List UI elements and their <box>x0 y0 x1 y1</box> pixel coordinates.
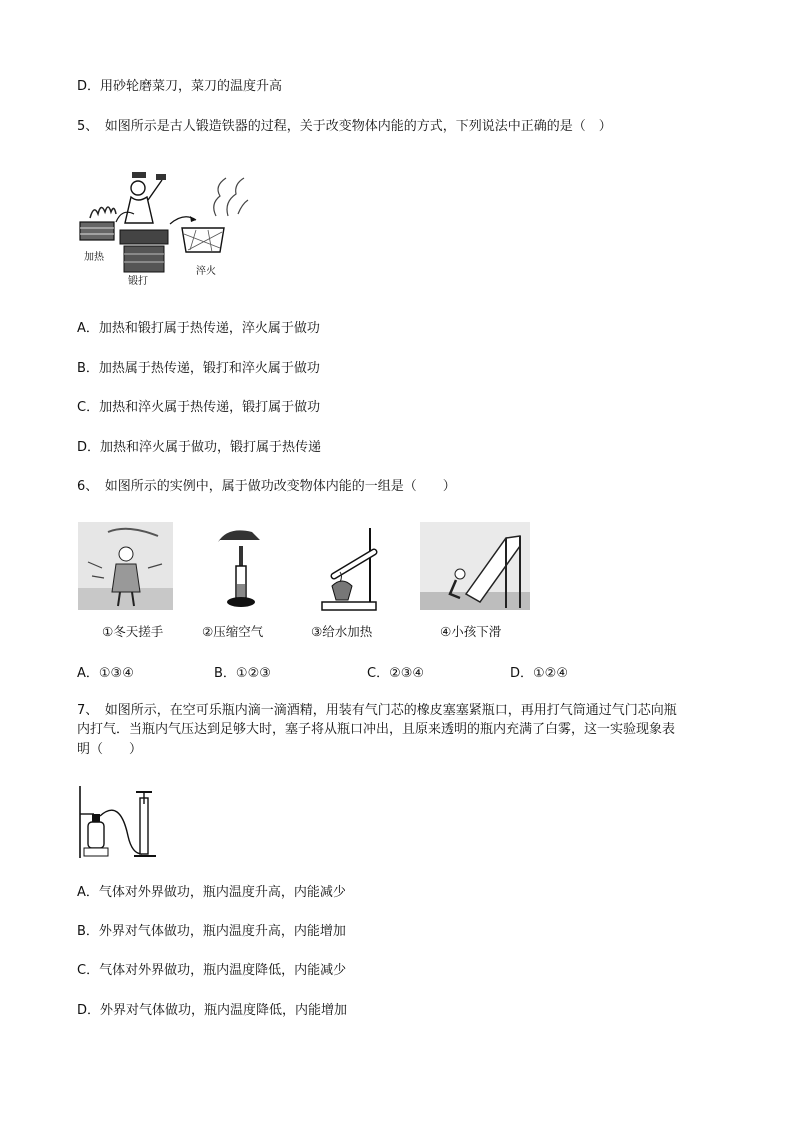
q6-image-child-sliding <box>420 522 530 610</box>
label-quench: 淬火 <box>196 266 216 277</box>
q5-option-a: A．加热和锻打属于热传递，淬火属于做功 <box>77 321 320 336</box>
q6-caption-1: ①冬天搓手 <box>102 624 164 639</box>
label-forge: 锻打 <box>128 276 148 285</box>
label-heat: 加热 <box>84 252 104 263</box>
q7-bottle-pump-figure <box>76 784 162 862</box>
q6-caption-4: ④小孩下滑 <box>440 624 502 639</box>
question-7-stem-line-1: 7、 如图所示，在空可乐瓶内滴一滴酒精，用装有气门芯的橡皮塞塞紧瓶口，再用打气筒通过气门芯向瓶 <box>77 703 677 718</box>
question-7-stem-line-3: 明（ ） <box>77 742 143 757</box>
quench-basket-drawing <box>182 178 248 252</box>
q5-option-d: D．加热和淬火属于做功，锻打属于热传递 <box>77 440 322 455</box>
q6-choice-b: B．①②③ <box>214 666 271 681</box>
q6-caption-3: ③给水加热 <box>311 624 373 639</box>
q5-option-c: C．加热和淬火属于热传递，锻打属于做功 <box>77 400 321 415</box>
q7-option-d: D．外界对气体做功，瓶内温度降低，内能增加 <box>77 1003 348 1018</box>
q6-image-rubbing-hands <box>78 522 173 610</box>
q7-option-a: A．气体对外界做功，瓶内温度升高，内能减少 <box>77 885 346 900</box>
prev-question-option-d: D．用砂轮磨菜刀，菜刀的温度升高 <box>77 79 283 94</box>
q5-forging-figure <box>76 170 266 285</box>
q6-choice-c: C．②③④ <box>367 666 425 681</box>
q7-option-c: C．气体对外界做功，瓶内温度降低，内能减少 <box>77 963 347 978</box>
question-6-stem: 6、 如图所示的实例中，属于做功改变物体内能的一组是（ ） <box>77 479 456 494</box>
anvil-drawing <box>120 230 168 272</box>
q6-choice-d: D．①②④ <box>510 666 568 681</box>
q6-image-heating-water <box>314 524 384 612</box>
q7-option-b: B．外界对气体做功，瓶内温度升高，内能增加 <box>77 924 346 939</box>
question-5-stem: 5、 如图所示是古人锻造铁器的过程，关于改变物体内能的方式，下列说法中正确的是（ ） <box>77 119 612 134</box>
q5-option-b: B．加热属于热传递，锻打和淬火属于做功 <box>77 361 320 376</box>
q6-image-compressing-air <box>212 522 272 610</box>
heating-basket-drawing <box>80 207 116 240</box>
q6-choice-a: A．①③④ <box>77 666 134 681</box>
question-7-stem-line-2: 内打气．当瓶内气压达到足够大时，塞子将从瓶口冲出，且原来透明的瓶内充满了白雾，这一实验现象表 <box>77 722 676 737</box>
q6-caption-2: ②压缩空气 <box>202 624 264 639</box>
blacksmith-drawing <box>125 172 166 223</box>
